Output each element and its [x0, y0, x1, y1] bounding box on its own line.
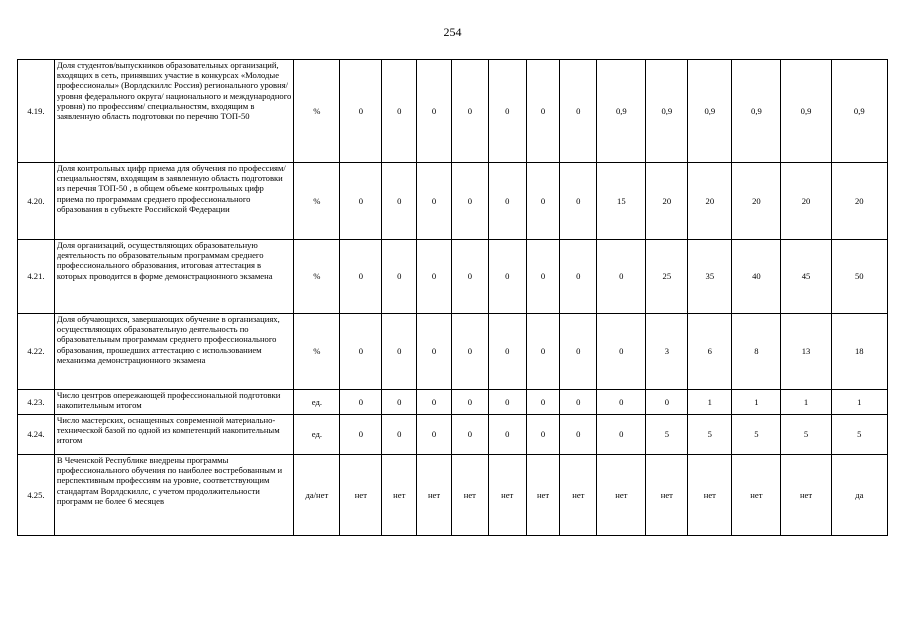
- indicator-number: 4.19.: [18, 60, 55, 163]
- indicator-value: 0: [382, 163, 417, 240]
- indicator-value: 0: [526, 163, 560, 240]
- indicator-description: Доля организаций, осуществляющих образовательную деятельность по образовательным программам среднего профессионального образования, итоговая аттестация в которых проводится в форме демонстрационного экзамена: [56, 240, 273, 281]
- indicator-value: нет: [382, 455, 417, 536]
- indicator-value: 1: [831, 390, 887, 415]
- table-row: [18, 163, 888, 240]
- indicator-value: 0: [340, 240, 382, 314]
- table-row: [18, 455, 888, 536]
- indicator-value: 0: [526, 415, 560, 455]
- indicator-unit: ед.: [294, 390, 340, 415]
- indicator-value: 0: [417, 163, 452, 240]
- indicator-description: Доля студентов/выпускников образовательных организаций, входящих в сеть, принявших участие в конкурсах «Молодые профессионалы» (Ворлдскиллс Россия) регионального уровня/ уровня федерального округа/ национального и международного уровня) по профессиям/ специальностям, входящим в заявленную область подготовки по перечню ТОП-50: [56, 60, 292, 122]
- indicator-value: 0: [526, 60, 560, 163]
- indicator-unit: %: [294, 60, 340, 163]
- indicator-value: 0: [526, 390, 560, 415]
- indicator-number: 4.25.: [18, 455, 55, 536]
- indicator-value: 5: [688, 415, 732, 455]
- indicator-value: 0: [597, 390, 646, 415]
- indicator-value: 0: [488, 60, 526, 163]
- indicator-value: 35: [688, 240, 732, 314]
- indicator-value: 0: [382, 240, 417, 314]
- indicator-value: 0: [597, 415, 646, 455]
- indicator-value: нет: [451, 455, 488, 536]
- table-row: [18, 60, 888, 163]
- indicator-value: 20: [646, 163, 688, 240]
- indicator-value: 5: [781, 415, 831, 455]
- table-row: [18, 415, 888, 455]
- indicator-value: нет: [732, 455, 781, 536]
- indicator-value: нет: [417, 455, 452, 536]
- table-row: [18, 240, 888, 314]
- indicator-number: 4.20.: [18, 163, 55, 240]
- indicator-number: 4.24.: [18, 415, 55, 455]
- indicator-value: 0: [488, 240, 526, 314]
- indicator-value: нет: [526, 455, 560, 536]
- indicator-value: 0: [417, 390, 452, 415]
- indicator-value: нет: [488, 455, 526, 536]
- indicator-number: 4.23.: [18, 390, 55, 415]
- indicator-value: 0: [340, 415, 382, 455]
- indicator-value: 0: [382, 60, 417, 163]
- indicator-value: 40: [732, 240, 781, 314]
- indicator-value: нет: [781, 455, 831, 536]
- indicator-value: 0: [560, 60, 597, 163]
- indicator-value: 0: [417, 415, 452, 455]
- indicator-value: 0: [451, 163, 488, 240]
- indicator-unit: %: [294, 240, 340, 314]
- indicator-value: 13: [781, 314, 831, 390]
- indicator-unit: ед.: [294, 415, 340, 455]
- indicator-value: нет: [340, 455, 382, 536]
- indicator-description-cell: [54, 163, 294, 240]
- indicator-value: 20: [688, 163, 732, 240]
- indicator-value: 8: [732, 314, 781, 390]
- indicator-description: Доля обучающихся, завершающих обучение в организациях, осуществляющих образовательную деятельность по образовательным программам среднего профессионального образования, прошедших аттестацию с использованием механизма демонстрационного экзамена: [56, 314, 280, 365]
- indicator-unit: да/нет: [294, 455, 340, 536]
- indicator-value: нет: [646, 455, 688, 536]
- indicator-value: 0: [340, 163, 382, 240]
- indicator-value: 0: [488, 163, 526, 240]
- indicator-value: 0: [417, 60, 452, 163]
- indicator-value: 0,9: [597, 60, 646, 163]
- indicator-value: 0: [451, 415, 488, 455]
- indicator-value: 0: [417, 314, 452, 390]
- indicator-value: 0: [451, 240, 488, 314]
- indicator-value: 0: [646, 390, 688, 415]
- indicator-value: 0: [451, 60, 488, 163]
- table-body: [18, 60, 888, 536]
- indicator-value: 0: [526, 240, 560, 314]
- indicator-value: 20: [732, 163, 781, 240]
- table-row: [18, 390, 888, 415]
- indicator-value: 15: [597, 163, 646, 240]
- indicator-value: 5: [732, 415, 781, 455]
- indicator-value: 0: [340, 60, 382, 163]
- indicator-value: 0: [560, 314, 597, 390]
- indicator-value: 5: [646, 415, 688, 455]
- indicator-value: 18: [831, 314, 887, 390]
- indicator-value: 0: [488, 415, 526, 455]
- indicator-value: 0: [526, 314, 560, 390]
- indicator-value: нет: [560, 455, 597, 536]
- indicator-value: 0: [488, 314, 526, 390]
- indicator-value: 0: [597, 240, 646, 314]
- indicator-value: 0: [560, 163, 597, 240]
- indicator-unit: %: [294, 163, 340, 240]
- indicator-value: 0: [488, 390, 526, 415]
- indicator-value: 1: [781, 390, 831, 415]
- indicator-value: 0,9: [831, 60, 887, 163]
- indicator-value: 0: [560, 240, 597, 314]
- indicator-value: 0: [417, 240, 452, 314]
- indicator-value: 25: [646, 240, 688, 314]
- indicator-value: 0: [560, 390, 597, 415]
- indicator-value: 5: [831, 415, 887, 455]
- indicator-description: Число центров опережающей профессиональной подготовки накопительным итогом: [56, 390, 281, 411]
- indicator-value: 20: [831, 163, 887, 240]
- indicator-value: 0: [451, 390, 488, 415]
- indicator-value: 0,9: [688, 60, 732, 163]
- indicator-value: 0: [382, 415, 417, 455]
- indicator-description-cell: [54, 240, 294, 314]
- indicator-value: 6: [688, 314, 732, 390]
- indicator-value: 45: [781, 240, 831, 314]
- indicator-value: 1: [688, 390, 732, 415]
- table-row: [18, 314, 888, 390]
- indicator-value: 0: [340, 314, 382, 390]
- indicators-table: [17, 59, 888, 536]
- indicator-value: 0,9: [646, 60, 688, 163]
- indicator-description-cell: [54, 415, 294, 455]
- indicator-number: 4.21.: [18, 240, 55, 314]
- indicator-description: В Чеченской Республике внедрены программы профессионального обучения по наиболее востребованным и перспективным профессиям на уровне, соответствующим стандартам Ворлдскиллс, с учетом продолжительности программ не более 6 месяцев: [56, 455, 283, 506]
- indicator-value: 20: [781, 163, 831, 240]
- indicator-value: 0,9: [732, 60, 781, 163]
- indicator-number: 4.22.: [18, 314, 55, 390]
- indicator-value: 50: [831, 240, 887, 314]
- indicator-description-cell: [54, 455, 294, 536]
- indicator-value: нет: [597, 455, 646, 536]
- indicator-unit: %: [294, 314, 340, 390]
- indicator-description-cell: [54, 314, 294, 390]
- indicator-value: 0,9: [781, 60, 831, 163]
- indicator-value: 1: [732, 390, 781, 415]
- indicator-value: 3: [646, 314, 688, 390]
- indicator-description-cell: [54, 390, 294, 415]
- indicator-value: 0: [560, 415, 597, 455]
- indicator-description: Число мастерских, оснащенных современной материально-технической базой по одной из компетенций накопительным итогом: [56, 415, 280, 446]
- indicator-description: Доля контрольных цифр приема для обучения по профессиям/ специальностям, входящим в заявленную область подготовки из перечня ТОП-50 , в общем объеме контрольных цифр приема по программам среднего профессионального образования в субъекте Российской Федерации: [56, 163, 286, 214]
- indicator-value: нет: [688, 455, 732, 536]
- indicator-value: 0: [597, 314, 646, 390]
- indicator-value: 0: [340, 390, 382, 415]
- indicator-value: да: [831, 455, 887, 536]
- indicator-value: 0: [382, 390, 417, 415]
- page-number: 254: [443, 25, 462, 39]
- indicator-value: 0: [451, 314, 488, 390]
- indicator-description-cell: [54, 60, 294, 163]
- indicator-value: 0: [382, 314, 417, 390]
